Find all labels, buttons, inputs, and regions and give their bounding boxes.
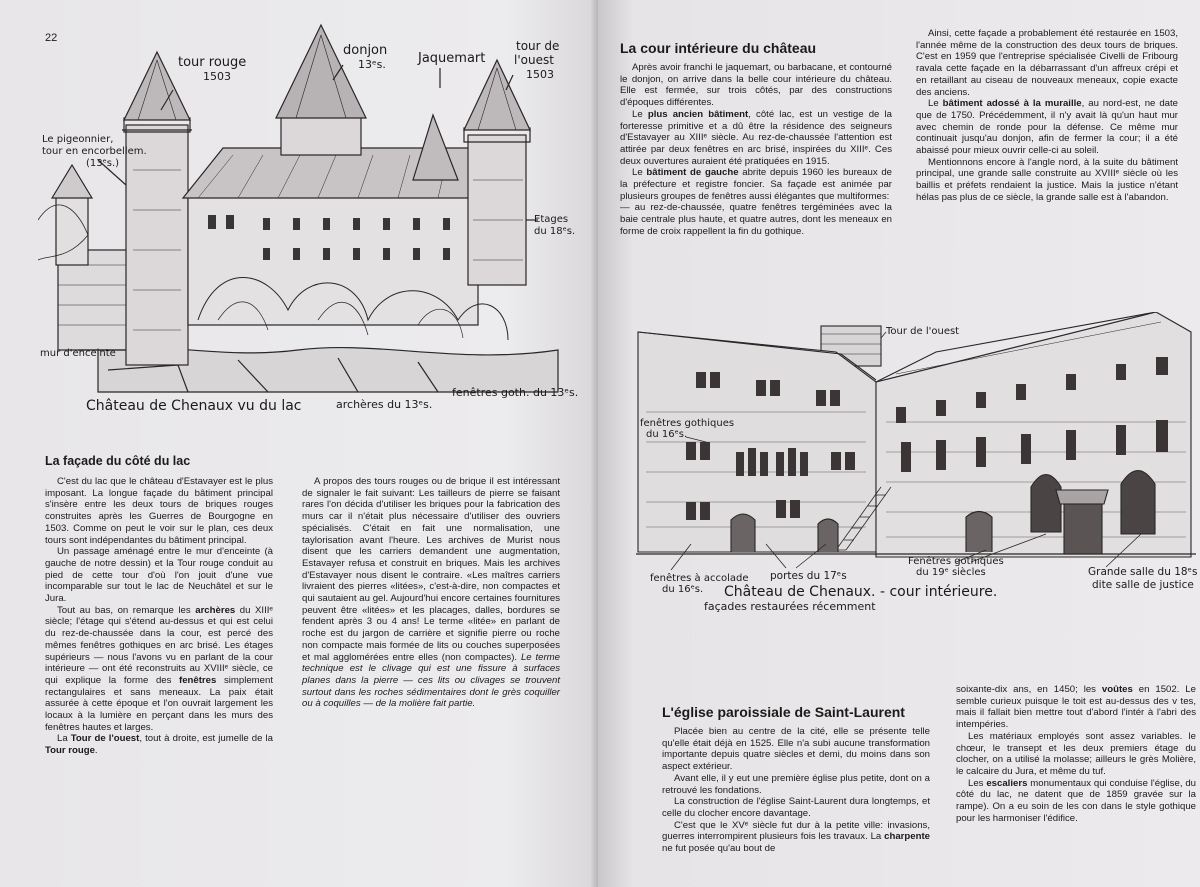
left-column-2 — [302, 476, 560, 710]
heading-facade-lac: La façade du côté du lac — [45, 454, 191, 468]
label-donjon-century: 13ᵉs. — [358, 58, 386, 71]
label-grande-salle-1: Grande salle du 18ᵉs — [1088, 566, 1198, 578]
paragraph: soixante-dix ans, en 1450; les voûtes en 1502. Le semble curieux puisque le toit est au-dessus des v tes, mais il fallait bien mettre tout d'abord l'intér à l'abri des intempéries. — [956, 684, 1196, 731]
right-column-a — [620, 62, 892, 238]
label-donjon: donjon — [343, 43, 388, 58]
courtyard-sketch-title: Château de Chenaux. - cour intérieure. — [724, 584, 998, 600]
paragraph: C'est que le XVᵉ siècle fut dur à la petite ville: invasions, guerres interrompirent plusieurs fois les travaux. La charpente ne fut posée qu'au bout de — [662, 819, 930, 855]
paragraph: Le plus ancien bâtiment, côté lac, est un vestige de la forteresse primitive et a dû être la résidence des seigneurs d'Estavayer au XIIIᵉ siècle. Au rez-de-chaussée l'attention est attirée par deux fenêtres en arc brisé, inspirées du XIIIᵉ. Ces deux ouvertures auraient été pratiquées en 1915. — [620, 108, 892, 167]
label-fen-accolade-1: fenêtres à accolade — [650, 573, 749, 584]
label-pigeonnier-3: (13ᵉs.) — [86, 158, 120, 169]
label-mur-enceinte: mur d'enceinte — [40, 348, 116, 359]
label-pigeonnier-1: Le pigeonnier, — [42, 134, 114, 145]
paragraph: Le bâtiment de gauche abrite depuis 1960 les bureaux de la préfecture et registre foncier. Sa façade est animée par plusieurs groupes de fenêtres aussi élégantes que multiformes: — [620, 167, 892, 202]
page-number: 22 — [45, 32, 58, 44]
label-tour-ouest-year: 1503 — [526, 68, 554, 81]
label-etages-2: du 18ᵉs. — [534, 226, 576, 237]
label-portes: portes du 17ᵉs — [770, 570, 847, 582]
label-tour-ouest-1: tour de — [516, 39, 560, 53]
heading-cour-interieure: La cour intérieure du château — [620, 40, 817, 56]
paragraph: La Tour de l'ouest, tout à droite, est jumelle de la Tour rouge. — [45, 733, 273, 757]
paragraph: Les matériaux employés sont assez variables. le chœur, le transept et les deux premiers étage du clocher, on a utilisé la molasse; ailleurs le grès Molière, le calcaire du Jura, et même du tuf. — [956, 730, 1196, 777]
label-tour-ouest: Tour de l'ouest — [886, 326, 960, 337]
paragraph: — au rez-de-chaussée, quatre fenêtres tergéminées avec la baie centrale plus haute, et quatre autres, dont les meneaux en forme de croix rappellent la fin du gothique. — [620, 202, 892, 237]
label-fen-19-1: Fenêtres gothiques — [908, 556, 1004, 567]
label-tour-rouge-year: 1503 — [203, 70, 231, 83]
label-jaquemart: Jaquemart — [418, 51, 486, 66]
paragraph: C'est du lac que le château d'Estavayer est le plus imposant. La longue façade du bâtiment principal s'insère entre les deux tours de briques rouges construites après les Guerres de Bourgogne en 1503. Comme on peut le voir sur le plan, ces deux tours sont indépendantes du bâtiment principal. — [45, 476, 273, 546]
castle-lake-drawing — [38, 20, 578, 415]
paragraph: Le bâtiment adossé à la muraille, au nord-est, ne date que de 1750. Précédemment, il n'y avait là qu'un haut mur avec chemin de ronde pour la défense. Ce même mur continuait jusqu'au donjon, afin de fermer la cour; il a été abaissé pour mieux ouvrir celle-ci au soleil. — [916, 98, 1179, 157]
label-fen-goth-16-2: du 16ᵉs. — [646, 429, 688, 440]
paragraph: Mentionnons encore à l'angle nord, à la suite du bâtiment principal, une grande salle construite au XVIIIᵉ siècle où les baillis et préfets rendaient la justice. Mais la justice n'étant hélas pas plus de ce siècle, la grande salle est à l'abandon. — [916, 156, 1178, 203]
sketch-lake-archeres: archères du 13ᵉs. — [336, 398, 433, 411]
label-tour-rouge: tour rouge — [178, 55, 247, 70]
right-column-c — [662, 726, 930, 855]
paragraph: Un passage aménagé entre le mur d'enceinte (à gauche de notre dessin) et la Tour rouge conduit au pied de cette tour d'où l'on jouit d'une vue incomparable sur tout le lac de Neuchâtel et sur le Jura. — [45, 546, 273, 605]
paragraph: Tout au bas, on remarque les archères du XIIIᵉ siècle; l'étage qui s'étend au-dessus et qui est celui du rez-de-chaussée dans la cour, est percé des mêmes fenêtres gothiques en arc brisé. Les étages supérieurs — nous l'avons vu en parlant de la cour intérieure — ont été reconstruits au XVIIIᵉ siècle, ce qui explique la forme des fenêtres simplement rectangulaires et sans meneaux. La paix était assurée à cette époque et l'on ouvrait largement les locaux à la lumière en perçant dans les murs des fenêtres hautes et larges. — [45, 604, 273, 733]
right-column-b — [916, 28, 1178, 204]
paragraph: Avant elle, il y eut une première église plus petite, dont on a retrouvé les fondations. — [662, 772, 930, 796]
label-etages-1: Etages — [534, 214, 569, 225]
label-grande-salle-2: dite salle de justice — [1092, 579, 1194, 591]
left-column-1 — [45, 476, 273, 757]
paragraph: Placée bien au centre de la cité, elle se présente telle qu'elle était déjà en 1525. Elle n'a subi aucune transformation importante depuis quatre siècles et demi, du moins dans son aspect extérieur. — [662, 726, 930, 773]
paragraph: Ainsi, cette façade a probablement été restaurée en 1503, l'année même de la construction des deux tours de briques. C'est en 1959 que l'entreprise spécialisée Civelli de Fribourg ravala cette façade en la débarrassant d'un affreux crépi et en retaillant au ciseau de nouveaux meneaux, copie exacte des anciens. — [916, 28, 1178, 98]
right-page — [598, 0, 1200, 887]
castle-lake-sketch — [38, 20, 578, 415]
label-tour-ouest-2: l'ouest — [514, 53, 554, 67]
label-fen-goth-16-1: fenêtres gothiques — [640, 418, 735, 429]
right-column-d — [956, 684, 1196, 824]
left-page — [0, 0, 598, 887]
paragraph: Les escaliers monumentaux qui conduise l'église, du côté du lac, ne datent que de 1859 gravée sur la rampe). On a eu soin de les con dans le style gothique pour les harmoniser l'édifice. — [956, 777, 1196, 824]
paragraph: La construction de l'église Saint-Laurent dura longtemps, et celle du clocher encore davantage. — [662, 796, 930, 819]
courtyard-sketch-subtitle: façades restaurées récemment — [704, 600, 876, 613]
heading-eglise: L'église paroissiale de Saint-Laurent — [662, 704, 905, 720]
label-fen-accolade-2: du 16ᵉs. — [662, 584, 704, 595]
paragraph: Après avoir franchi le jaquemart, ou barbacane, et contourné le donjon, on arrive dans la belle cour intérieure du château. Elle est fermée, sur trois côtés, par des constructions d'époques différentes. — [620, 62, 892, 109]
paragraph: A propos des tours rouges ou de brique il est intéressant de signaler le fait suivant: Les tailleurs de pierre se faisant rares l'on décida d'utiliser les briques pour la fabrication des murs car il n'était plus nécessaire d'utiliser des ouvriers spécialisés. C'était en fait une normalisation, une taylorisation avant l'heure. Les archives de Murist nous disent que les carriers demandent une augmentation, Estavayer refusa et construit en briques. Mais les archives d'Estavayer nous disent le contraire. «Les maîtres carriers livraient des pierres «litées», c'est-à-dire, non compactes et qui sautaient au gel. Aujourd'hui encore certaines fournitures peuvent être «litées» et les placages, dalles, bordures se fendent après 3 ou 4 ans! Le terme «litée» en parlant de roche est du jargon de carrière et signifie pierre ou roche non compacte mais formée de lits ou couches superposées et mal agglomérées entre elles (non compactes). Le terme technique est le clivage qui est une fissure à surfaces planes dans la pierre — ces lits ou clivages se trouvent surtout dans les roches sédimentaires dont le grès coquiller ou à coquilles — de la molière fait partie. — [302, 476, 560, 710]
label-fen-19-2: du 19ᵉ siècles — [916, 567, 986, 578]
sketch-lake-fenetres: fenêtres goth. du 13ᵉs. — [452, 386, 579, 399]
sketch-lake-title: Château de Chenaux vu du lac — [86, 398, 302, 414]
label-pigeonnier-2: tour en encorbellem. — [42, 146, 147, 157]
